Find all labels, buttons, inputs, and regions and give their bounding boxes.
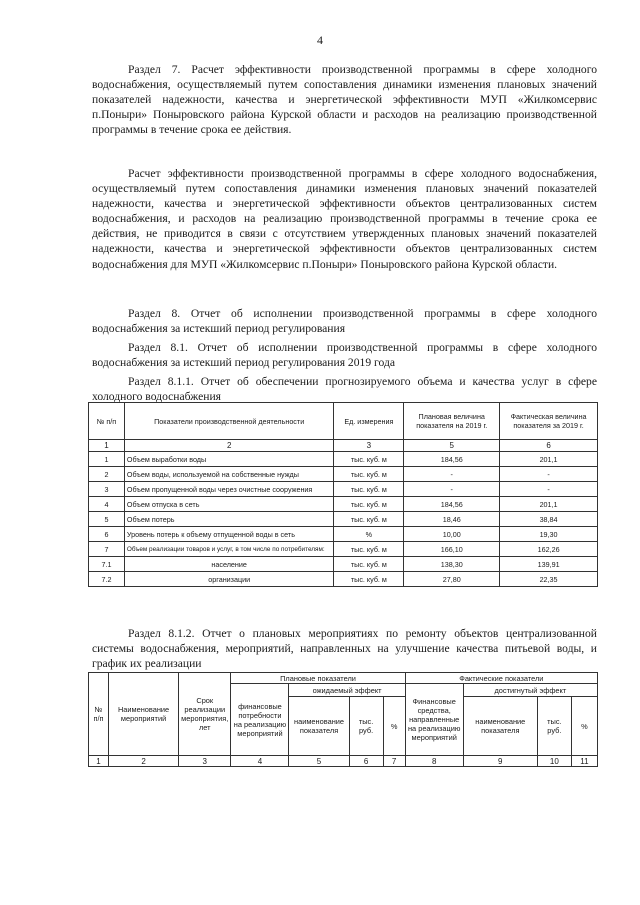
row-plan: 184,56 <box>404 452 500 467</box>
row-unit: тыс. куб. м <box>334 452 404 467</box>
header-expected-effect: ожидаемый эффект <box>289 684 405 697</box>
row-plan: - <box>404 467 500 482</box>
col-number: 1 <box>89 756 109 767</box>
column-number-row <box>89 756 598 767</box>
row-indicator: Объем воды, используемой на собственные нужды <box>124 467 334 482</box>
table-row <box>89 572 598 587</box>
col-number: 9 <box>463 756 537 767</box>
row-num: 5 <box>89 512 125 527</box>
row-unit: тыс. куб. м <box>334 542 404 557</box>
row-fact: 201,1 <box>500 497 598 512</box>
section-7-body: Расчет эффективности производственной программы в сфере холодного водоснабжения, осуществляемый путем сопоставления динамики изменения плановых значений показателей надежности, качества и энергетической эффективности объектов централизованных систем водоснабжения, и расходов на реализацию производственной программы в течение срока ее действия, не приводится в связи с отсутствием утвержденных плановых значений показателей надежности, качества и энергетической эффективности объектов централизованных систем водоснабжения для МУП «Жилкомсервис п.Поныри» Поныровского района Курской области. <box>92 167 597 271</box>
header-indicator: Показатели производственной деятельности <box>124 403 334 440</box>
header-indicator-name: наименование показателя <box>289 697 349 756</box>
column-number-row <box>89 440 598 452</box>
row-num: 2 <box>89 467 125 482</box>
row-fact: 139,91 <box>500 557 598 572</box>
col-number: 6 <box>349 756 383 767</box>
row-indicator: организации <box>124 572 334 587</box>
production-indicators-table <box>88 402 598 587</box>
col-number: 7 <box>383 756 405 767</box>
col-number: 1 <box>89 440 125 452</box>
events-table <box>88 672 598 767</box>
row-unit: тыс. куб. м <box>334 557 404 572</box>
section-8-1-heading: Раздел 8.1. Отчет об исполнении производственной программы в сфере холодного водоснабжения за истекший период регулирования 2019 года <box>92 341 597 370</box>
table-header-row <box>89 403 598 440</box>
table-row <box>89 557 598 572</box>
col-number: 6 <box>500 440 598 452</box>
row-fact: 19,30 <box>500 527 598 542</box>
section-7-heading: Раздел 7. Расчет эффективности производственной программы в сфере холодного водоснабжения, осуществляемый путем сопоставления динамики изменения плановых значений показателей надежности, качества и энергетической эффективности МУП «Жилкомсервис п.Поныри» Поныровского района Курской области и расходов на реализацию производственной программы в течение срока ее действия. <box>92 63 597 137</box>
row-num: 7.2 <box>89 572 125 587</box>
section-8-1-1-heading: Раздел 8.1.1. Отчет об обеспечении прогнозируемого объема и качества услуг в сфере холодного водоснабжения <box>92 375 597 404</box>
table-header-row <box>89 673 598 684</box>
table-row <box>89 542 598 557</box>
row-unit: тыс. куб. м <box>334 497 404 512</box>
row-plan: - <box>404 482 500 497</box>
page-number: 4 <box>317 33 323 47</box>
header-unit: Ед. измерения <box>334 403 404 440</box>
section-8-heading: Раздел 8. Отчет об исполнении производственной программы в сфере холодного водоснабжения за истекший период регулирования <box>92 307 597 336</box>
header-num: № п/п <box>89 403 125 440</box>
col-number: 3 <box>179 756 231 767</box>
header-indicator-name: наименование показателя <box>463 697 537 756</box>
row-num: 7.1 <box>89 557 125 572</box>
header-event-name: Наименование мероприятий <box>109 673 179 756</box>
row-num: 4 <box>89 497 125 512</box>
col-number: 10 <box>537 756 571 767</box>
row-indicator: население <box>124 557 334 572</box>
row-num: 3 <box>89 482 125 497</box>
row-fact: 201,1 <box>500 452 598 467</box>
header-percent: % <box>571 697 597 756</box>
table-row <box>89 467 598 482</box>
col-number: 5 <box>289 756 349 767</box>
header-achieved-effect: достигнутый эффект <box>463 684 597 697</box>
col-number: 2 <box>124 440 334 452</box>
table-row <box>89 482 598 497</box>
row-plan: 166,10 <box>404 542 500 557</box>
row-fact: - <box>500 467 598 482</box>
row-fact: 38,84 <box>500 512 598 527</box>
col-number: 5 <box>404 440 500 452</box>
row-fact: 162,26 <box>500 542 598 557</box>
row-unit: тыс. куб. м <box>334 512 404 527</box>
col-number: 4 <box>231 756 289 767</box>
header-thousand-rub: тыс. руб. <box>537 697 571 756</box>
row-num: 6 <box>89 527 125 542</box>
table-row <box>89 452 598 467</box>
row-indicator: Объем пропущенной воды через очистные сооружения <box>124 482 334 497</box>
row-indicator: Объем реализации товаров и услуг, в том числе по потребителям: <box>124 542 334 557</box>
header-fin-sources: Финансовые средства, направленные на реализацию мероприятий <box>405 684 463 756</box>
row-unit: тыс. куб. м <box>334 482 404 497</box>
row-indicator: Объем выработки воды <box>124 452 334 467</box>
header-planned: Плановые показатели <box>231 673 405 684</box>
table-row <box>89 512 598 527</box>
row-indicator: Объем отпуска в сеть <box>124 497 334 512</box>
row-num: 7 <box>89 542 125 557</box>
header-plan: Плановая величина показателя на 2019 г. <box>404 403 500 440</box>
col-number: 2 <box>109 756 179 767</box>
row-fact: - <box>500 482 598 497</box>
header-actual: Фактические показатели <box>405 673 597 684</box>
col-number: 8 <box>405 756 463 767</box>
header-fact: Фактическая величина показателя за 2019 г. <box>500 403 598 440</box>
row-plan: 138,30 <box>404 557 500 572</box>
row-plan: 18,46 <box>404 512 500 527</box>
col-number: 11 <box>571 756 597 767</box>
header-fin-need: финансовые потребности на реализацию мероприятий <box>231 684 289 756</box>
row-indicator: Уровень потерь к объему отпущенной воды в сеть <box>124 527 334 542</box>
header-num: № п/п <box>89 673 109 756</box>
table-row <box>89 497 598 512</box>
row-unit: % <box>334 527 404 542</box>
row-plan: 27,80 <box>404 572 500 587</box>
row-num: 1 <box>89 452 125 467</box>
header-percent: % <box>383 697 405 756</box>
header-thousand-rub: тыс. руб. <box>349 697 383 756</box>
row-fact: 22,35 <box>500 572 598 587</box>
table-row <box>89 527 598 542</box>
row-indicator: Объем потерь <box>124 512 334 527</box>
row-plan: 10,00 <box>404 527 500 542</box>
row-plan: 184,56 <box>404 497 500 512</box>
row-unit: тыс. куб. м <box>334 467 404 482</box>
col-number: 3 <box>334 440 404 452</box>
header-term: Срок реализации мероприятия, лет <box>179 673 231 756</box>
section-8-1-2-heading: Раздел 8.1.2. Отчет о плановых мероприятиях по ремонту объектов централизованной системы водоснабжения, мероприятий, направленных на улучшение качества питьевой воды, и график их реализации <box>92 627 597 671</box>
row-unit: тыс. куб. м <box>334 572 404 587</box>
